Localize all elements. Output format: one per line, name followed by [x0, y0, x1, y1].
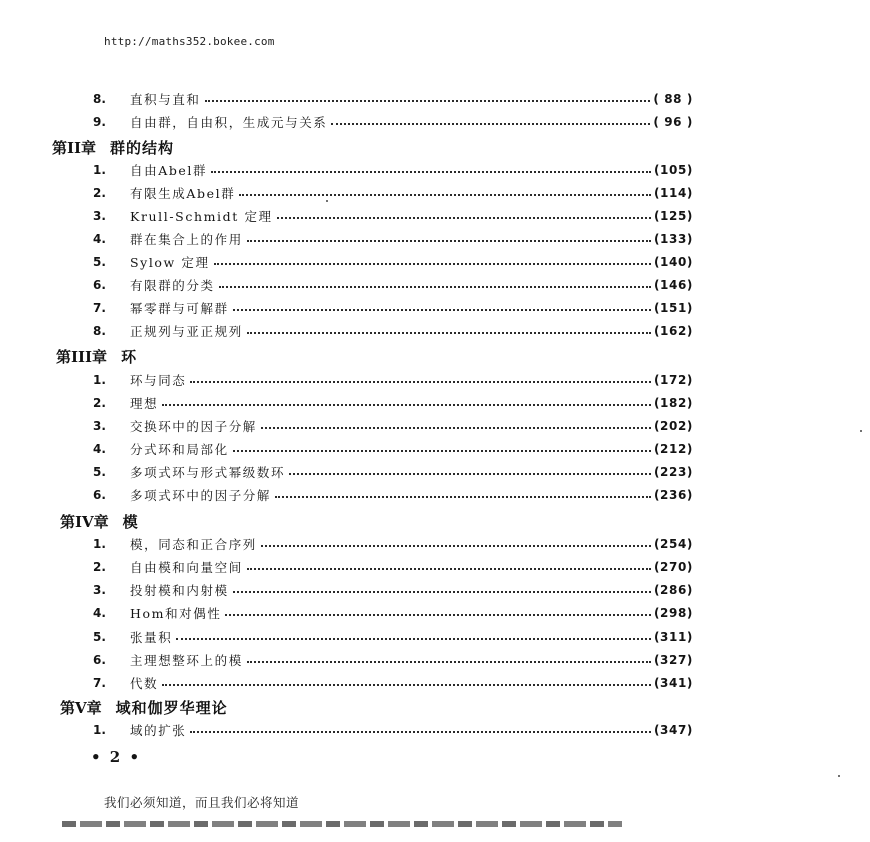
entry-number: 3. [93, 209, 106, 223]
entry-title: 幂零群与可解群 [130, 301, 229, 316]
dot-leader [225, 614, 650, 616]
entry-number: 4. [93, 232, 106, 246]
toc-entry [93, 252, 693, 272]
dot-leader [247, 568, 651, 570]
dot-leader [219, 286, 651, 288]
toc-entry [93, 112, 693, 132]
dot-leader [289, 473, 651, 475]
toc-entry [93, 673, 693, 693]
chapter-heading [52, 137, 174, 158]
entry-page: (236) [653, 488, 693, 502]
entry-number: 5. [93, 630, 106, 644]
entry-page: (151) [653, 301, 693, 315]
chapter-heading [56, 346, 137, 367]
source-url: http://maths352.bokee.com [104, 35, 275, 48]
toc-entry [93, 462, 693, 482]
entry-page: (254) [653, 537, 693, 551]
dot-leader [214, 263, 651, 265]
dot-leader [247, 240, 651, 242]
entry-page: (182) [653, 396, 693, 410]
entry-page: (270) [653, 560, 693, 574]
entry-page: (133) [653, 232, 693, 246]
scan-artifact [62, 821, 622, 827]
toc-entry [93, 370, 693, 390]
entry-number: 7. [93, 676, 106, 690]
entry-page: (347) [653, 723, 693, 737]
entry-number: 9. [93, 115, 106, 129]
entry-title: 自由模和向量空间 [130, 560, 243, 575]
entry-number: 5. [93, 255, 106, 269]
toc-entry [93, 439, 693, 459]
dot-leader [239, 194, 651, 196]
dot-leader [176, 638, 651, 640]
entry-page: (327) [653, 653, 693, 667]
dot-leader [162, 684, 651, 686]
chapter-heading [60, 697, 228, 718]
chapter-label: 第IV章 [60, 513, 109, 531]
entry-page: (286) [653, 583, 693, 597]
entry-page: (212) [653, 442, 693, 456]
entry-title: 投射模和内射模 [130, 583, 229, 598]
entry-title: Krull-Schmidt 定理 [130, 209, 273, 224]
footer-quote: 我们必须知道，而且我们必将知道 [104, 795, 300, 810]
toc-entry [93, 650, 693, 670]
dot-leader [261, 427, 651, 429]
entry-page: (341) [653, 676, 693, 690]
chapter-title: 群的结构 [110, 139, 175, 157]
toc-entry [93, 393, 693, 413]
dot-leader [331, 123, 650, 125]
entry-number: 2. [93, 396, 106, 410]
entry-title: 模，同态和正合序列 [130, 537, 257, 552]
toc-entry [93, 321, 693, 341]
dot-leader [233, 309, 651, 311]
page-number: • 2 • [91, 748, 142, 766]
entry-title: 直积与直和 [130, 92, 201, 107]
dot-leader [190, 731, 651, 733]
entry-number: 1. [93, 537, 106, 551]
entry-title: 自由Abel群 [130, 163, 208, 178]
entry-title: 自由群，自由积，生成元与关系 [130, 115, 328, 130]
scan-speck [860, 430, 862, 432]
scan-speck [838, 775, 840, 777]
entry-number: 2. [93, 186, 106, 200]
entry-number: 1. [93, 373, 106, 387]
dot-leader [261, 545, 651, 547]
toc-entry [93, 275, 693, 295]
entry-title: 多项式环中的因子分解 [130, 488, 272, 503]
entry-page: (114) [653, 186, 693, 200]
toc-entry [93, 416, 693, 436]
entry-title: 正规列与亚正规列 [130, 324, 243, 339]
entry-number: 1. [93, 163, 106, 177]
toc-entry [93, 603, 693, 623]
toc-entry [93, 160, 693, 180]
toc-entry [93, 206, 693, 226]
toc-entry [93, 183, 693, 203]
toc-entry [93, 557, 693, 577]
dot-leader [233, 591, 651, 593]
entry-number: 6. [93, 653, 106, 667]
entry-number: 7. [93, 301, 106, 315]
toc-entry [93, 298, 693, 318]
entry-title: 群在集合上的作用 [130, 232, 243, 247]
dot-leader [275, 496, 651, 498]
entry-number: 4. [93, 442, 106, 456]
entry-number: 3. [93, 583, 106, 597]
scan-speck [326, 200, 328, 202]
chapter-title: 模 [122, 513, 139, 531]
entry-number: 6. [93, 488, 106, 502]
entry-page: (298) [653, 606, 693, 620]
entry-page: ( 88 ) [653, 92, 693, 106]
dot-leader [233, 450, 651, 452]
entry-title: 域的扩张 [130, 723, 187, 738]
toc-entry [93, 485, 693, 505]
entry-number: 4. [93, 606, 106, 620]
entry-title: 主理想整环上的模 [130, 653, 243, 668]
chapter-label: 第III章 [56, 348, 108, 366]
entry-page: (146) [653, 278, 693, 292]
entry-page: (311) [653, 630, 693, 644]
dot-leader [277, 217, 651, 219]
entry-title: 多项式环与形式幂级数环 [130, 465, 286, 480]
entry-title: Hom和对偶性 [130, 606, 222, 621]
entry-number: 5. [93, 465, 106, 479]
toc-entry [93, 89, 693, 109]
entry-page: (140) [653, 255, 693, 269]
entry-number: 3. [93, 419, 106, 433]
toc-entry [93, 534, 693, 554]
entry-page: (202) [653, 419, 693, 433]
entry-page: (223) [653, 465, 693, 479]
entry-title: 环与同态 [130, 373, 187, 388]
chapter-label: 第V章 [60, 699, 102, 717]
entry-title: 交换环中的因子分解 [130, 419, 257, 434]
entry-title: 理想 [130, 396, 159, 411]
toc-entry [93, 229, 693, 249]
chapter-heading [60, 511, 139, 532]
entry-page: (172) [653, 373, 693, 387]
entry-number: 6. [93, 278, 106, 292]
entry-number: 1. [93, 723, 106, 737]
entry-page: (105) [653, 163, 693, 177]
entry-page: (125) [653, 209, 693, 223]
entry-number: 8. [93, 324, 106, 338]
toc-entry [93, 720, 693, 740]
toc-entry [93, 627, 693, 647]
entry-title: Sylow 定理 [130, 255, 210, 270]
entry-title: 有限生成Abel群 [130, 186, 236, 201]
entry-title: 有限群的分类 [130, 278, 215, 293]
entry-title: 张量积 [130, 630, 173, 645]
entry-number: 8. [93, 92, 106, 106]
chapter-title: 域和伽罗华理论 [115, 699, 228, 717]
chapter-label: 第II章 [52, 139, 97, 157]
dot-leader [190, 381, 651, 383]
entry-number: 2. [93, 560, 106, 574]
dot-leader [247, 661, 651, 663]
chapter-title: 环 [121, 348, 138, 366]
entry-title: 代数 [130, 676, 159, 691]
entry-page: (162) [653, 324, 693, 338]
entry-title: 分式环和局部化 [130, 442, 229, 457]
dot-leader [162, 404, 651, 406]
entry-page: ( 96 ) [653, 115, 693, 129]
dot-leader [205, 100, 651, 102]
dot-leader [247, 332, 651, 334]
dot-leader [211, 171, 651, 173]
toc-entry [93, 580, 693, 600]
